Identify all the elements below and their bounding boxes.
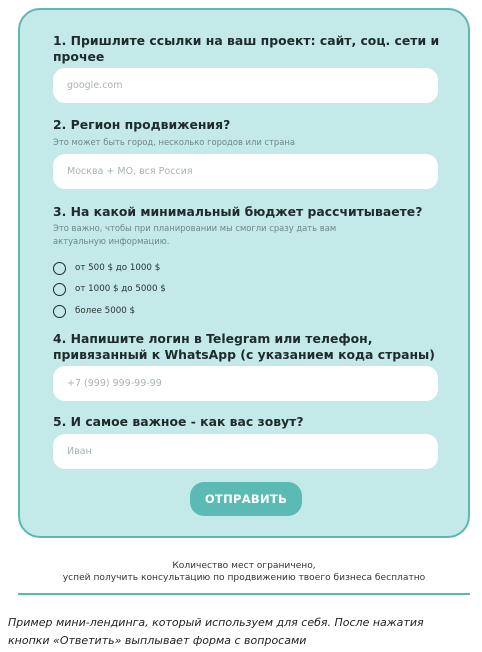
lead-form-card — [18, 8, 470, 538]
question-1-title-line2: прочее — [53, 49, 105, 64]
question-5-title: 5. И самое важное - как вас зовут? — [53, 414, 304, 429]
budget-option-500-1000[interactable] — [53, 260, 160, 276]
question-3-hint — [53, 222, 336, 248]
question-3-hint-line1: Это важно, чтобы при планировании мы смогли сразу дать вам — [53, 223, 337, 233]
radio-circle-icon[interactable] — [53, 305, 66, 318]
question-2-hint: Это может быть город, несколько городов или страна — [53, 137, 295, 147]
budget-option-1000-5000[interactable] — [53, 281, 166, 297]
question-3-hint-line2: актуальную информацию. — [53, 236, 170, 246]
image-caption — [8, 614, 478, 650]
question-1-title-line1: 1. Пришлите ссылки на ваш проект: сайт, соц. сети и — [53, 33, 440, 48]
question-4-title-line1: 4. Напишите логин в Telegram или телефон, — [53, 331, 373, 346]
region-input[interactable] — [53, 154, 438, 189]
limited-offer-note — [18, 560, 470, 584]
budget-option-5000-plus[interactable] — [53, 303, 135, 319]
budget-option-label: более 5000 $ — [75, 306, 136, 316]
limited-offer-note-line2: успей получить консультацию по продвижению твоего бизнеса бесплатно — [62, 573, 426, 583]
submit-button[interactable]: ОТПРАВИТЬ — [190, 482, 302, 516]
divider — [18, 593, 470, 595]
radio-circle-icon[interactable] — [53, 283, 66, 296]
name-input[interactable] — [53, 434, 438, 469]
radio-circle-icon[interactable] — [53, 262, 66, 275]
question-3-title: 3. На какой минимальный бюджет рассчитываете? — [53, 204, 423, 219]
limited-offer-note-line1: Количество мест ограничено, — [172, 561, 316, 571]
question-4-title — [53, 331, 435, 363]
contact-input[interactable] — [53, 366, 438, 401]
question-2-title: 2. Регион продвижения? — [53, 117, 231, 132]
image-caption-line2: кнопки «Ответить» выплывает форма с вопросами — [8, 634, 307, 647]
question-4-title-line2: привязанный к WhatsApp (с указанием кода страны) — [53, 347, 435, 362]
project-links-input[interactable] — [53, 68, 438, 103]
question-1-title — [53, 33, 439, 65]
budget-option-label: от 500 $ до 1000 $ — [75, 263, 161, 273]
budget-option-label: от 1000 $ до 5000 $ — [75, 284, 166, 294]
image-caption-line1: Пример мини-лендинга, который используем для себя. После нажатия — [8, 616, 424, 629]
